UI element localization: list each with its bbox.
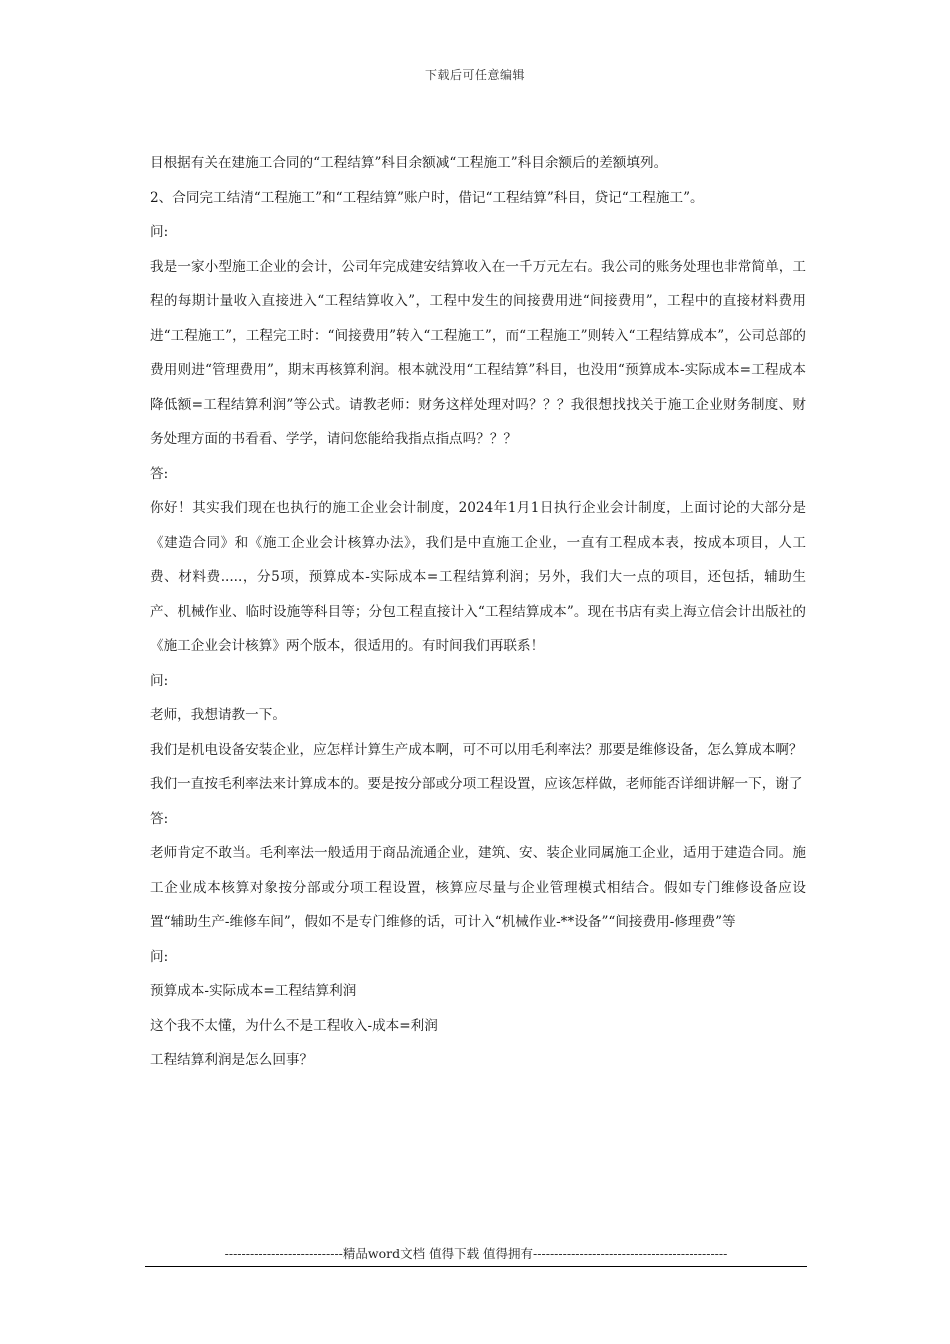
question-label: 问: (150, 224, 169, 240)
question-label: 问: (150, 948, 169, 965)
paragraph: 这个我不太懂，为什么不是工程收入-成本=利润 (150, 1017, 438, 1034)
page-header: 下载后可任意编辑 (424, 68, 525, 82)
page-footer: ----------------------------精品word文档 值得下载 值得拥有---------------------------------------------- (145, 1244, 807, 1267)
paragraph: 2、合同完工结清“工程施工”和“工程结算”账户时，借记“工程结算”科目，贷记“工程施工”。 (150, 189, 704, 206)
paragraph: 老师肯定不敢当。毛利率法一般适用于商品流通企业，建筑、安、装企业同属施工企业，适用于建造合同。施工企业成本核算对象按分部或分项工程设置，核算应尽量与企业管理模式相结合。假如专门维修设备应设置“辅助生产-维修车间”，假如不是专门维修的话，可计入“机械作业-**设备”“间接费用-修理费”等 (150, 845, 806, 930)
answer-label: 答: (150, 810, 169, 827)
answer-label: 答: (150, 465, 169, 482)
paragraph: 工程结算利润是怎么回事？ (150, 1052, 314, 1068)
paragraph: 预算成本-实际成本=工程结算利润 (150, 983, 357, 999)
document-body (150, 146, 806, 1078)
paragraph: 你好！其实我们现在也执行的施工企业会计制度，2024年1月1日执行企业会计制度，上面讨论的大部分是《建造合同》和《施工企业会计核算办法》，我们是中直施工企业，一直有工程成本表，按成本项目，人工费、材料费.....，分5项，预算成本-实际成本=工程结算利润；另外，我们大一点的项目，还包括，辅助生产、机械作业、临时设施等科目等；分包工程直接计入“工程结算成本”。现在书店有卖上海立信会计出版社的《施工企业会计核算》两个版本，很适用的。有时间我们再联系！ (150, 500, 806, 654)
question-label: 问: (150, 672, 169, 689)
paragraph: 我们一直按毛利率法来计算成本的。要是按分部或分项工程设置，应该怎样做，老师能否详细讲解一下，谢了 (150, 776, 803, 792)
paragraph: 我们是机电设备安装企业，应怎样计算生产成本啊，可不可以用毛利率法？那要是维修设备，怎么算成本啊？ (150, 741, 803, 758)
paragraph: 我是一家小型施工企业的会计，公司年完成建安结算收入在一千万元左右。我公司的账务处理也非常简单，工程的每期计量收入直接进入“工程结算收入”，工程中发生的间接费用进“间接费用”，工程中的直接材料费用进“工程施工”，工程完工时：“间接费用”转入“工程施工”，而“工程施工”则转入“工程结算成本”，公司总部的费用则进“管理费用”，期末再核算利润。根本就没用“工程结算”科目，也没用“预算成本-实际成本=工程成本降低额=工程结算利润”等公式。请教老师：财务这样处理对吗？？？我很想找找关于施工企业财务制度、财务处理方面的书看看、学学，请问您能给我指点指点吗？？？ (150, 258, 806, 447)
paragraph: 目根据有关在建施工合同的“工程结算”科目余额减“工程施工”科目余额后的差额填列。 (150, 155, 668, 171)
paragraph: 老师，我想请教一下。 (150, 707, 286, 723)
